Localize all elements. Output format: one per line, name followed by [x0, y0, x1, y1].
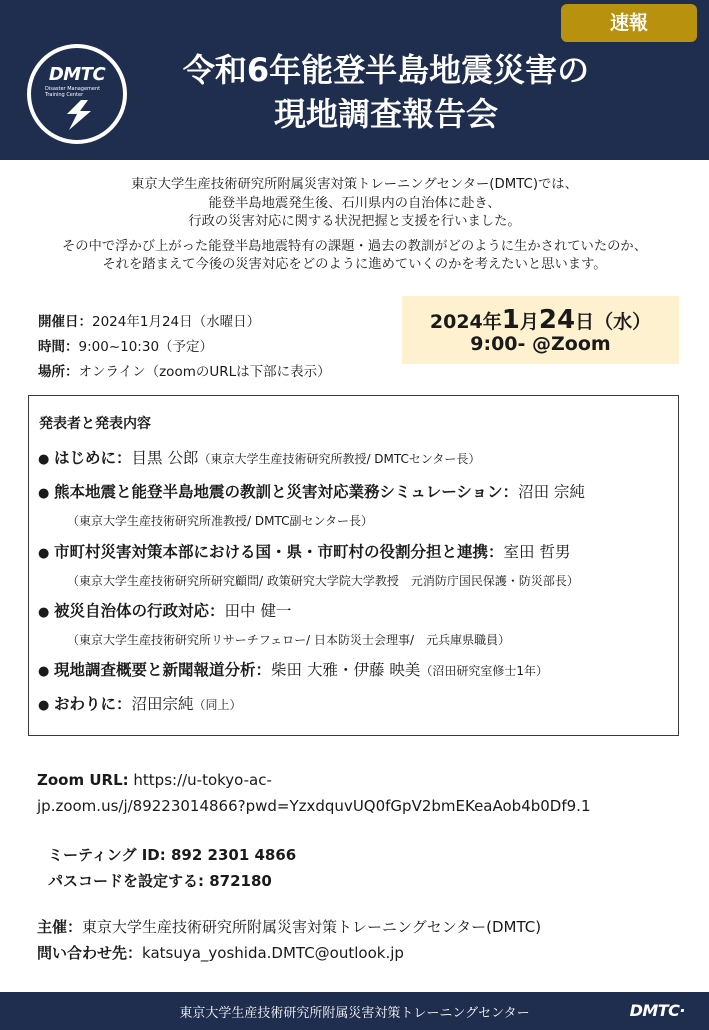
- bullet-icon: ●: [38, 605, 50, 620]
- zoom-url-link[interactable]: https://u-tokyo-ac-: [128, 771, 272, 789]
- speaker-affiliation: （東京大学生産技術研究所准教授/ DMTC副センター長）: [67, 514, 373, 528]
- inquiry-label: 問い合わせ先：: [37, 944, 143, 962]
- list-item: ● はじめに：目黒 公郎（東京大学生産技術研究所教授/ DMTCセンター長）: [38, 449, 481, 467]
- time-label: 時間：: [38, 339, 79, 355]
- date-highlight-box: [402, 296, 679, 364]
- bullet-icon: ●: [38, 486, 50, 501]
- list-item: ● おわりに：沼田宗純（同上）: [38, 695, 242, 713]
- place-row: [38, 360, 331, 385]
- time-value: 9:00~10:30（予定）: [78, 339, 214, 355]
- meeting-credentials: [48, 842, 296, 894]
- footer-text: 東京大学生産技術研究所附属災害対策トレーニングセンター: [179, 1006, 530, 1021]
- speaker-affiliation: （東京大学生産技術研究所研究顧問/ 政策研究大学院大学教授 元消防庁国民保護・防災部長）: [67, 574, 579, 588]
- list-item: ● 熊本地震と能登半島地震の教訓と災害対応業務シミュレーション：沼田 宗純: [38, 483, 586, 501]
- logo-text: DMTC: [48, 64, 106, 85]
- host-label: 主催：: [37, 918, 83, 936]
- meeting-id: ミーティング ID: 892 2301 4866: [48, 846, 297, 864]
- speaker-affiliation: （東京大学生産技術研究所リサーチフェロー/ 日本防災士会理事/ 元兵庫県職員）: [67, 633, 511, 647]
- time-highlight: 9:00- @Zoom: [470, 333, 611, 355]
- place-label: 場所：: [38, 364, 79, 380]
- lightning-icon: [61, 100, 97, 130]
- bullet-icon: ●: [38, 546, 50, 561]
- dmtc-logo: [27, 44, 127, 144]
- program-heading: 発表者と発表内容: [39, 416, 151, 432]
- list-item: ● 市町村災害対策本部における国・県・市町村の役割分担と連携：室田 哲男: [38, 543, 571, 561]
- logo-subtitle: Disaster Management Training Center: [45, 86, 101, 98]
- bullet-icon: ●: [38, 698, 50, 713]
- header-banner: [0, 0, 709, 160]
- intro-text: [20, 176, 689, 275]
- list-item: ● 被災自治体の行政対応：田中 健一: [38, 602, 292, 620]
- list-item: ● 現地調査概要と新聞報道分析：柴田 大雅・伊藤 映美（沼田研究室修士1年）: [38, 661, 549, 679]
- page-title: 令和6年能登半島地震災害の 現地調査報告会: [182, 51, 590, 133]
- inquiry-email[interactable]: katsuya_yoshida.DMTC@outlook.jp: [142, 944, 404, 962]
- passcode: パスコードを設定する: 872180: [48, 872, 272, 890]
- footer-logo: DMTC·: [629, 1001, 685, 1020]
- bullet-icon: ●: [38, 664, 50, 679]
- date-row: [38, 310, 331, 335]
- bullet-icon: ●: [38, 452, 50, 467]
- event-info: [38, 310, 331, 385]
- breaking-news-badge: 速報: [561, 4, 697, 42]
- zoom-url-link-cont[interactable]: jp.zoom.us/j/89223014866?pwd=YzxdquvUQ0fGpV2bmEKeaAob4b0Df9.1: [37, 797, 591, 815]
- time-row: [38, 335, 331, 360]
- zoom-url-label: Zoom URL:: [37, 771, 129, 789]
- intro-paragraph-2: その中で浮かび上がった能登半島地震特有の課題・過去の教訓がどのように生かされていたのか、 それを踏まえて今後の災害対応をどのように進めていくのかを考えたいと思います。: [61, 238, 648, 272]
- host-value: 東京大学生産技術研究所附属災害対策トレーニングセンター(DMTC): [82, 918, 542, 936]
- intro-paragraph-1: 東京大学生産技術研究所附属災害対策トレーニングセンター(DMTC)では、 能登半島地震発生後、石川県内の自治体に赴き、 行政の災害対応に関する状況把握と支援を行いました。: [131, 177, 578, 229]
- date-highlight: 2024年1月24日（水）: [429, 305, 652, 335]
- date-value: 2024年1月24日（水曜日）: [92, 314, 261, 330]
- contact-info: [37, 914, 541, 966]
- program-box: [28, 395, 679, 736]
- place-value: オンライン（zoomのURLは下部に表示）: [78, 364, 331, 380]
- date-label: 開催日：: [38, 314, 92, 330]
- zoom-info: [37, 767, 677, 819]
- footer-bar: [0, 992, 709, 1030]
